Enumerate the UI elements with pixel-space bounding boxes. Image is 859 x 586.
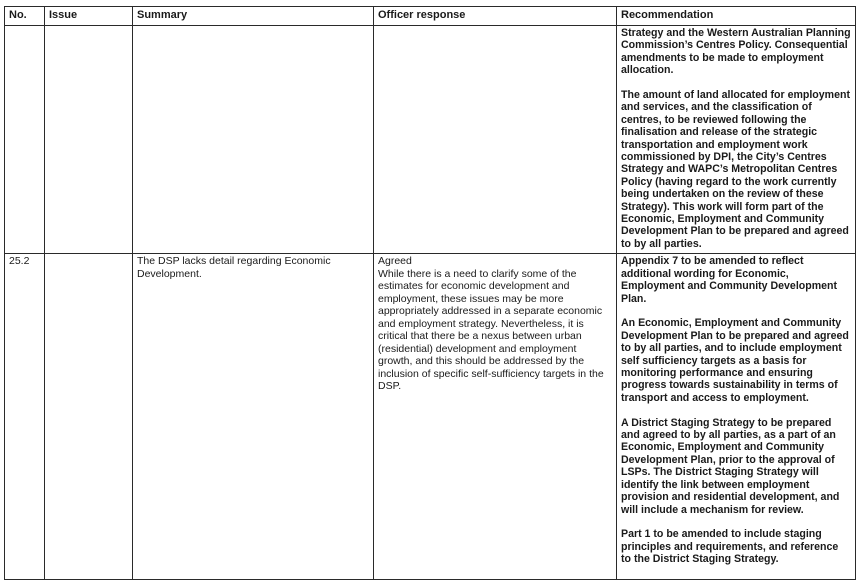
document-page [4, 6, 855, 580]
recommendation-paragraph: Strategy and the Western Australian Planning Commission’s Centres Policy. Consequential amendments to be made to employment allocation. [621, 27, 851, 77]
table-row [5, 26, 856, 254]
cell-issue [45, 26, 133, 254]
cell-no: 25.2 [5, 254, 45, 580]
cell-officer-response [374, 26, 617, 254]
response-paragraph: While there is a need to clarify some of the estimates for economic development and employment, these issues may be more appropriately addressed in a separate economic and employment strategy. Nevertheless, it is critical that there be a nexus between urban (residential) development and employment growth, and this should be addressed by the inclusion of specific self-sufficiency targets in the DSP. [378, 267, 604, 393]
recommendation-paragraph: An Economic, Employment and Community Development Plan to be prepared and agreed to by all parties, and to include employment self sufficiency targets as a basis for monitoring performance and ensuring progress towards sustainability in terms of transport and access to employment. [621, 317, 849, 404]
cell-recommendation [617, 254, 856, 580]
table-header-row [5, 7, 856, 26]
header-officer-response: Officer response [374, 7, 617, 26]
header-issue: Issue [45, 7, 133, 26]
cell-officer-response [374, 254, 617, 580]
recommendation-paragraph: The amount of land allocated for employment and services, and the classification of centres, to be reviewed following the finalisation and release of the strategic transportation and employment work commissioned by DPI, the City’s Centres Strategy and WAPC’s Metropolitan Centres Policy (having regard to the work currently being undertaken on the review of these Strategy). This work will form part of the Economic, Employment and Community Development Plan to be prepared and agreed to by all parties. [621, 89, 850, 250]
header-recommendation: Recommendation [617, 7, 856, 26]
cell-no [5, 26, 45, 254]
cell-summary [133, 26, 374, 254]
header-summary: Summary [133, 7, 374, 26]
header-no: No. [5, 7, 45, 26]
table-row [5, 254, 856, 580]
cell-issue [45, 254, 133, 580]
recommendation-paragraph: Appendix 7 to be amended to reflect additional wording for Economic, Employment and Community Development Plan. [621, 255, 838, 305]
cell-recommendation [617, 26, 856, 254]
issues-table [4, 6, 856, 580]
cell-summary: The DSP lacks detail regarding Economic Development. [133, 254, 374, 580]
response-status: Agreed [378, 255, 412, 268]
recommendation-paragraph: A District Staging Strategy to be prepared and agreed to by all parties, as a part of an Economic, Employment and Community Development Plan, prior to the approval of LSPs. The District Staging Strategy will identify the link between employment provision and residential development, and will include a mechanism for review. [621, 416, 840, 516]
recommendation-paragraph: Part 1 to be amended to include staging principles and requirements, and reference to the District Staging Strategy. [621, 528, 839, 566]
